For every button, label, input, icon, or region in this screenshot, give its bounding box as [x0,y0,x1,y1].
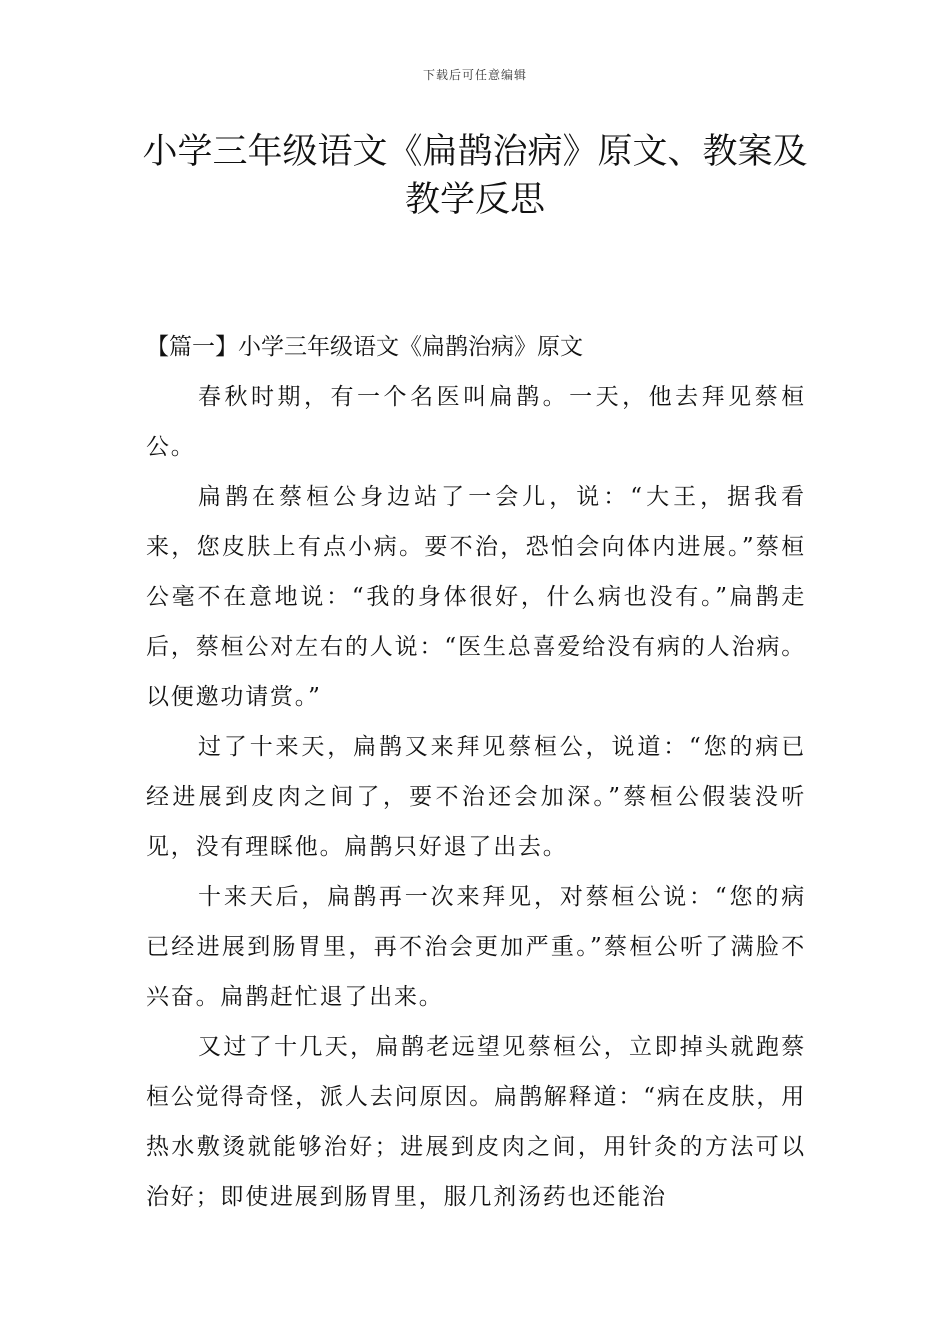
paragraph: 过了十来天，扁鹊又来拜见蔡桓公，说道：“您的病已经进展到皮肉之间了，要不治还会加深。”蔡桓公假装没听见，没有理睬他。扁鹊只好退了出去。 [146,734,806,860]
document-title: 小学三年级语文《扁鹊治病》原文、教案及教学反思 [142,132,808,220]
paragraph: 扁鹊在蔡桓公身边站了一会儿，说：“大王，据我看来，您皮肤上有点小病。要不治，恐怕会向体内进展。”蔡桓公毫不在意地说：“我的身体很好，什么病也没有。”扁鹊走后，蔡桓公对左右的人说：“医生总喜爱给没有病的人治病。以便邀功请赏。” [146,484,806,710]
download-note: 下载后可任意编辑 [422,68,527,82]
document-body [146,322,806,1222]
section-heading: 【篇一】小学三年级语文《扁鹊治病》原文 [146,334,583,360]
paragraph: 春秋时期，有一个名医叫扁鹊。一天，他去拜见蔡桓公。 [146,384,806,460]
paragraph: 十来天后，扁鹊再一次来拜见，对蔡桓公说：“您的病已经进展到肠胃里，再不治会更加严重。”蔡桓公听了满脸不兴奋。扁鹊赶忙退了出来。 [146,884,806,1010]
paragraph: 又过了十几天，扁鹊老远望见蔡桓公，立即掉头就跑蔡桓公觉得奇怪，派人去问原因。扁鹊解释道：“病在皮肤，用热水敷烫就能够治好；进展到皮肉之间，用针灸的方法可以治好；即使进展到肠胃里，服几剂汤药也还能治 [146,1034,806,1210]
